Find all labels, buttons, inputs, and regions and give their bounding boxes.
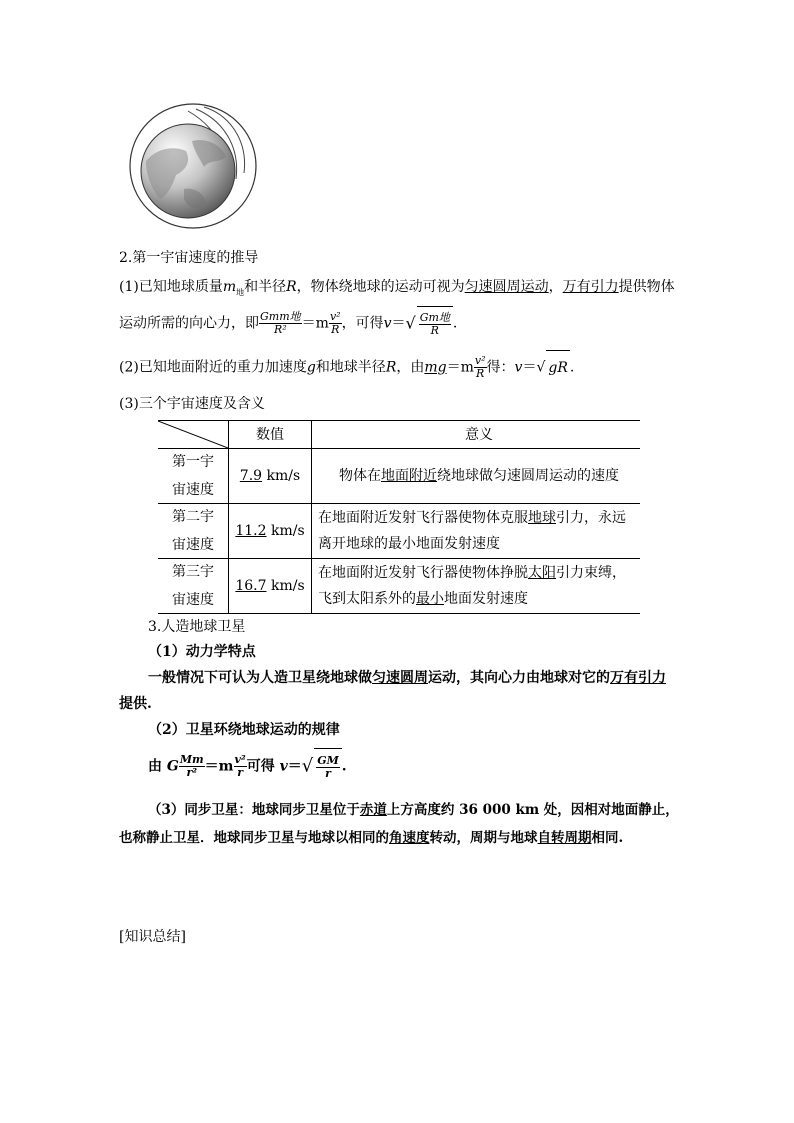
section-2-title: 2.第一宇宙速度的推导 [119,250,259,266]
velocity-value: 16.7 km/s [229,559,312,614]
diagonal-header-cell [158,421,229,449]
subheading-dynamics: （1）动力学特点 [148,644,256,660]
formula-orbit-velocity: 由 G $\frac{Mm}{\text{r²}}$ ＝m $\frac{\text{v²}}{r}$ 可得 v＝√ $\frac{GM}{r}$ . [148,748,347,784]
section-3-title: 3.人造地球卫星 [148,619,246,635]
formula-first-cosmic-velocity: 运动所需的向心力，即 $\frac{\text{Gmm地}}{\text{R²}}$ ＝m $\frac{\text{v²}}{R}$ ，可得v＝√ $\frac{\text{Gm地}}{R}$ . [119,306,457,340]
table-row [158,559,640,614]
velocity-name: 第二宇 宙速度 [158,504,229,559]
velocity-value: 11.2 km/s [229,504,312,559]
paragraph-sync-satellite: （3）同步卫星：地球同步卫星位于赤道上方高度约 36 000 km 处，因相对地面静止， [148,802,679,818]
velocity-meaning: 在地面附近发射飞行器使物体挣脱太阳引力束缚， 飞到太阳系外的最小地面发射速度 [312,559,641,614]
subheading-orbit-law: （2）卫星环绕地球运动的规律 [148,722,340,738]
section-2-3-title: (3)三个宇宙速度及含义 [119,396,265,412]
cosmic-velocity-table [158,420,640,614]
paragraph-dynamics: 一般情况下可认为人造卫星绕地球做匀速圆周运动，其向心力由地球对它的万有引力 [148,670,666,686]
velocity-meaning: 在地面附近发射飞行器使物体克服地球引力，永远 离开地球的最小地面发射速度 [312,504,641,559]
knowledge-summary-heading: [知识总结] [119,929,186,945]
earth-with-orbits [126,101,260,231]
paragraph-dynamics-end: 提供. [119,696,152,712]
velocity-meaning: 物体在地面附近绕地球做匀速圆周运动的速度 [312,449,641,504]
table-row [158,504,640,559]
formula-gravity-derivation: (2)已知地面附近的重力加速度g和地球半径R，由mg＝m $\frac{\text{v²}}{R}$ 得：v＝√ gR . [119,350,574,384]
paragraph-sync-satellite-2: 也称静止卫星．地球同步卫星与地球以相同的角速度转动，周期与地球自转周期相同. [119,830,624,846]
velocity-value: 7.9 km/s [229,449,312,504]
velocity-name: 第一宇 宙速度 [158,449,229,504]
header-meaning: 意义 [312,421,641,449]
table-header-row [158,421,640,449]
paragraph-mass-radius: (1)已知地球质量$m_地$和半径R，物体绕地球的运动可视为匀速圆周运动，万有引力提供物体 [119,279,675,297]
velocity-name: 第三宇 宙速度 [158,559,229,614]
table-row [158,449,640,504]
header-value: 数值 [229,421,312,449]
